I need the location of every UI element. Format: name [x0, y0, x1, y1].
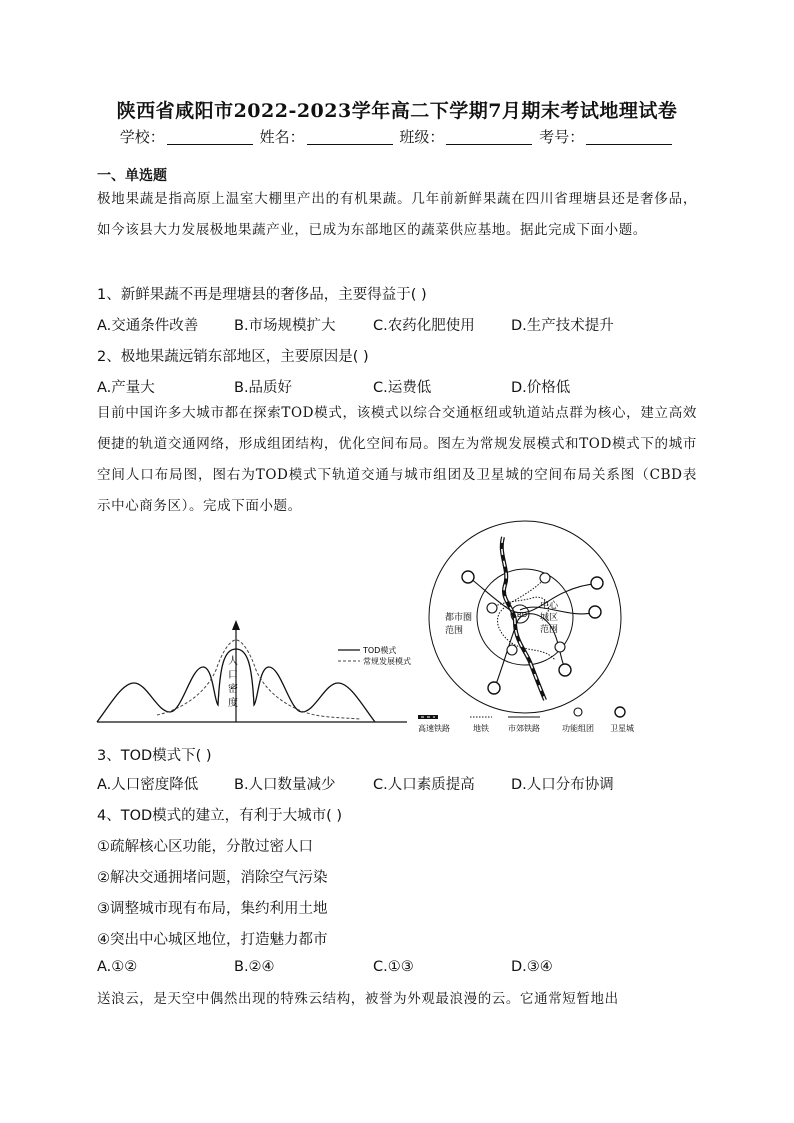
legend-tod: TOD模式: [363, 646, 397, 655]
satellite-city: [559, 664, 571, 676]
legend-subway: 地铁: [473, 724, 489, 733]
q3-option-d[interactable]: D.人口分布协调: [511, 777, 614, 793]
q1-option-c[interactable]: C.农药化肥使用: [373, 318, 475, 334]
q2-option-b[interactable]: B.品质好: [234, 380, 293, 396]
passage-3: 送浪云，是天空中偶然出现的特殊云结构，被誉为外观最浪漫的云。它通常短暂地出: [97, 991, 619, 1007]
legend-satellite-symbol: [615, 707, 625, 717]
page-title: 陕西省咸阳市2022-2023学年高二下学期7月期末考试地理试卷: [116, 100, 678, 122]
section-heading: 一、单选题: [97, 168, 167, 184]
q4-statement-3: ③调整城市现有布局，集约利用土地: [97, 901, 328, 917]
class-label: 班级：: [399, 128, 445, 146]
q4-option-b[interactable]: B.②④: [234, 959, 275, 975]
functional-cluster: [507, 645, 517, 655]
ylabel-2: 口: [228, 670, 238, 681]
center-area-label: 中心城区范围: [540, 601, 559, 635]
conventional-curve: [157, 640, 360, 719]
passage-1: 极地果蔬是指高原上温室大棚里产出的有机果蔬。几年前新鲜果蔬在四川省理塘县还是奢侈品，如今该县大力发展极地果蔬产业，已成为东部地区的蔬菜供应基地。据此完成下面小题。: [97, 191, 697, 238]
question-1-stem: 1、新鲜果蔬不再是理塘县的奢侈品，主要得益于( ): [97, 287, 427, 303]
population-density-chart: [97, 620, 411, 722]
cbd-label: CBD: [512, 611, 528, 619]
question-2-stem: 2、极地果蔬远销东部地区，主要原因是( ): [97, 349, 369, 365]
q1-option-a[interactable]: A.交通条件改善: [97, 318, 199, 334]
question-3-stem: 3、TOD模式下( ): [97, 748, 212, 764]
q4-option-d[interactable]: D.③④: [511, 959, 553, 975]
q4-option-c[interactable]: C.①③: [373, 959, 414, 975]
satellite-city: [591, 577, 603, 589]
q1-option-d[interactable]: D.生产技术提升: [511, 318, 614, 334]
diagram-legend: [418, 707, 634, 733]
q3-option-a[interactable]: A.人口密度降低: [97, 777, 199, 793]
passage-2: 目前中国许多大城市都在探索TOD模式，该模式以综合交通枢纽或轨道站点群为核心，建立高效便捷的轨道交通网络，形成组团结构，优化空间布局。图左为常规发展模式和TOD模式下的城市空间人口布局图，图右为TOD模式下轨道交通与城市组团及卫星城的空间布局关系图（CBD表示中心商务区）。完成下面小题。: [97, 405, 697, 514]
q3-option-c[interactable]: C.人口素质提高: [373, 777, 475, 793]
tod-spatial-layout-diagram: [418, 521, 634, 733]
legend-satellite: 卫星城: [610, 724, 634, 733]
q4-statement-2: ②解决交通拥堵问题，消除空气污染: [97, 870, 328, 886]
metro-area-label: 都市圈范围: [445, 613, 473, 636]
number-label: 考号：: [539, 128, 585, 146]
question-4-stem: 4、TOD模式的建立，有利于大城市( ): [97, 808, 343, 824]
q4-option-a[interactable]: A.①②: [97, 959, 138, 975]
q2-option-a[interactable]: A.产量大: [97, 380, 155, 396]
q1-option-b[interactable]: B.市场规模扩大: [234, 318, 336, 334]
name-label: 姓名：: [259, 128, 305, 146]
legend-suburban: 市郊铁路: [508, 724, 540, 733]
legend-hsr: 高速铁路: [418, 724, 450, 733]
legend-conventional: 常规发展模式: [363, 657, 411, 666]
legend-cluster-symbol: [574, 708, 582, 716]
q3-option-b[interactable]: B.人口数量减少: [234, 777, 336, 793]
school-label: 学校：: [119, 128, 165, 146]
legend-cluster: 功能组团: [562, 724, 594, 733]
satellite-city: [462, 571, 474, 583]
ylabel-1: 人: [228, 656, 238, 667]
q2-option-d[interactable]: D.价格低: [511, 380, 571, 396]
ylabel-4: 度: [228, 698, 238, 709]
satellite-city: [488, 682, 500, 694]
ylabel-3: 密: [228, 684, 238, 695]
functional-cluster: [555, 642, 565, 652]
functional-cluster: [487, 603, 497, 613]
y-axis-arrow: [232, 620, 240, 630]
q4-statement-4: ④突出中心城区地位，打造魅力都市: [97, 932, 328, 948]
q4-statement-1: ①疏解核心区功能，分散过密人口: [97, 839, 313, 855]
q2-option-c[interactable]: C.运费低: [373, 380, 432, 396]
functional-cluster: [540, 573, 550, 583]
satellite-city: [589, 606, 601, 618]
